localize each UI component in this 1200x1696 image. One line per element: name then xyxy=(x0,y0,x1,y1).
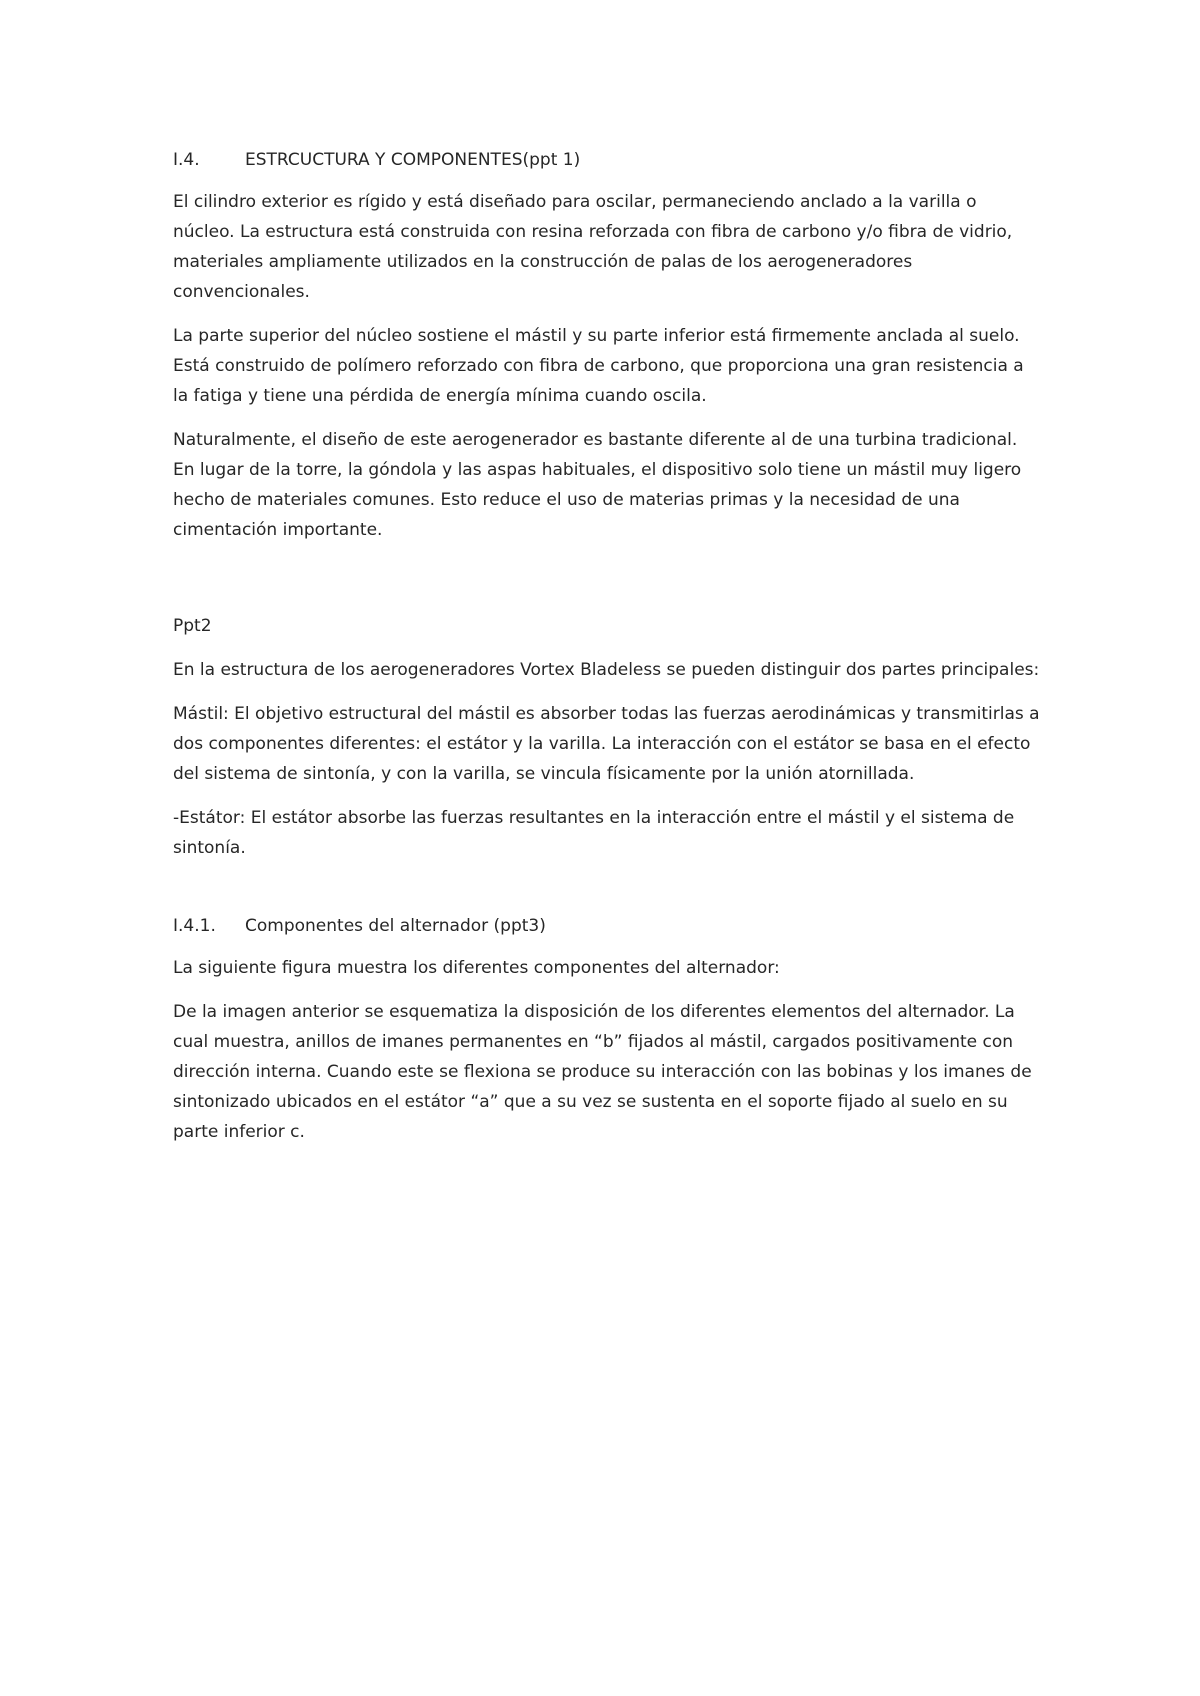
paragraph-alternator-description: De la imagen anterior se esquematiza la disposición de los diferentes elementos del alternador. La cual muestra, anillos de imanes permanentes en “b” fijados al mástil, cargados positivamente con dirección interna. Cuando este se flexiona se produce su interacción con las bobinas y los imanes de sintonizado ubicados en el estátor “a” que a su vez se sustenta en el soporte fijado al suelo en su parte inferior c. xyxy=(173,1002,1032,1142)
paragraph-outer-cylinder: El cilindro exterior es rígido y está diseñado para oscilar, permaneciendo anclado a la varilla o núcleo. La estructura está construida con resina reforzada con fibra de carbono y/o fibra de vidrio, materiales ampliamente utilizados en la construcción de palas de los aerogeneradores convencionales. xyxy=(173,192,1013,302)
ppt2-label: Ppt2 xyxy=(173,616,212,636)
paragraph-design: Naturalmente, el diseño de este aerogenerador es bastante diferente al de una turbina tradicional. En lugar de la torre, la góndola y las aspas habituales, el dispositivo solo tiene un mástil muy ligero hecho de materiales comunes. Esto reduce el uso de materias primas y la necesidad de una cimentación importante. xyxy=(173,430,1022,540)
section-title: Componentes del alternador (ppt3) xyxy=(245,916,546,936)
paragraph-mast: Mástil: El objetivo estructural del mástil es absorber todas las fuerzas aerodinámicas y transmitirlas a dos componentes diferentes: el estátor y la varilla. La interacción con el estátor se basa en el efecto del sistema de sintonía, y con la varilla, se vincula físicamente por la unión atornillada. xyxy=(173,704,1040,784)
section-title: ESTRCUCTURA Y COMPONENTES(ppt 1) xyxy=(245,150,581,170)
section-heading-alternator xyxy=(173,911,1043,941)
document-body xyxy=(173,145,1043,1161)
paragraph-structure-parts: En la estructura de los aerogeneradores Vortex Bladeless se pueden distinguir dos partes principales: xyxy=(173,660,1040,680)
paragraph-figure-intro: La siguiente figura muestra los diferentes componentes del alternador: xyxy=(173,958,780,978)
section-number: I.4.1. xyxy=(173,916,216,936)
section-number: I.4. xyxy=(173,150,200,170)
spacer xyxy=(173,559,1043,611)
paragraph-core: La parte superior del núcleo sostiene el mástil y su parte inferior está firmemente anclada al suelo. Está construido de polímero reforzado con fibra de carbono, que proporciona una gran resistencia a la fatiga y tiene una pérdida de energía mínima cuando oscila. xyxy=(173,326,1024,406)
section-heading-structure xyxy=(173,145,1043,175)
paragraph-stator: -Estátor: El estátor absorbe las fuerzas resultantes en la interacción entre el mástil y el sistema de sintonía. xyxy=(173,808,1015,858)
spacer xyxy=(173,877,1043,911)
